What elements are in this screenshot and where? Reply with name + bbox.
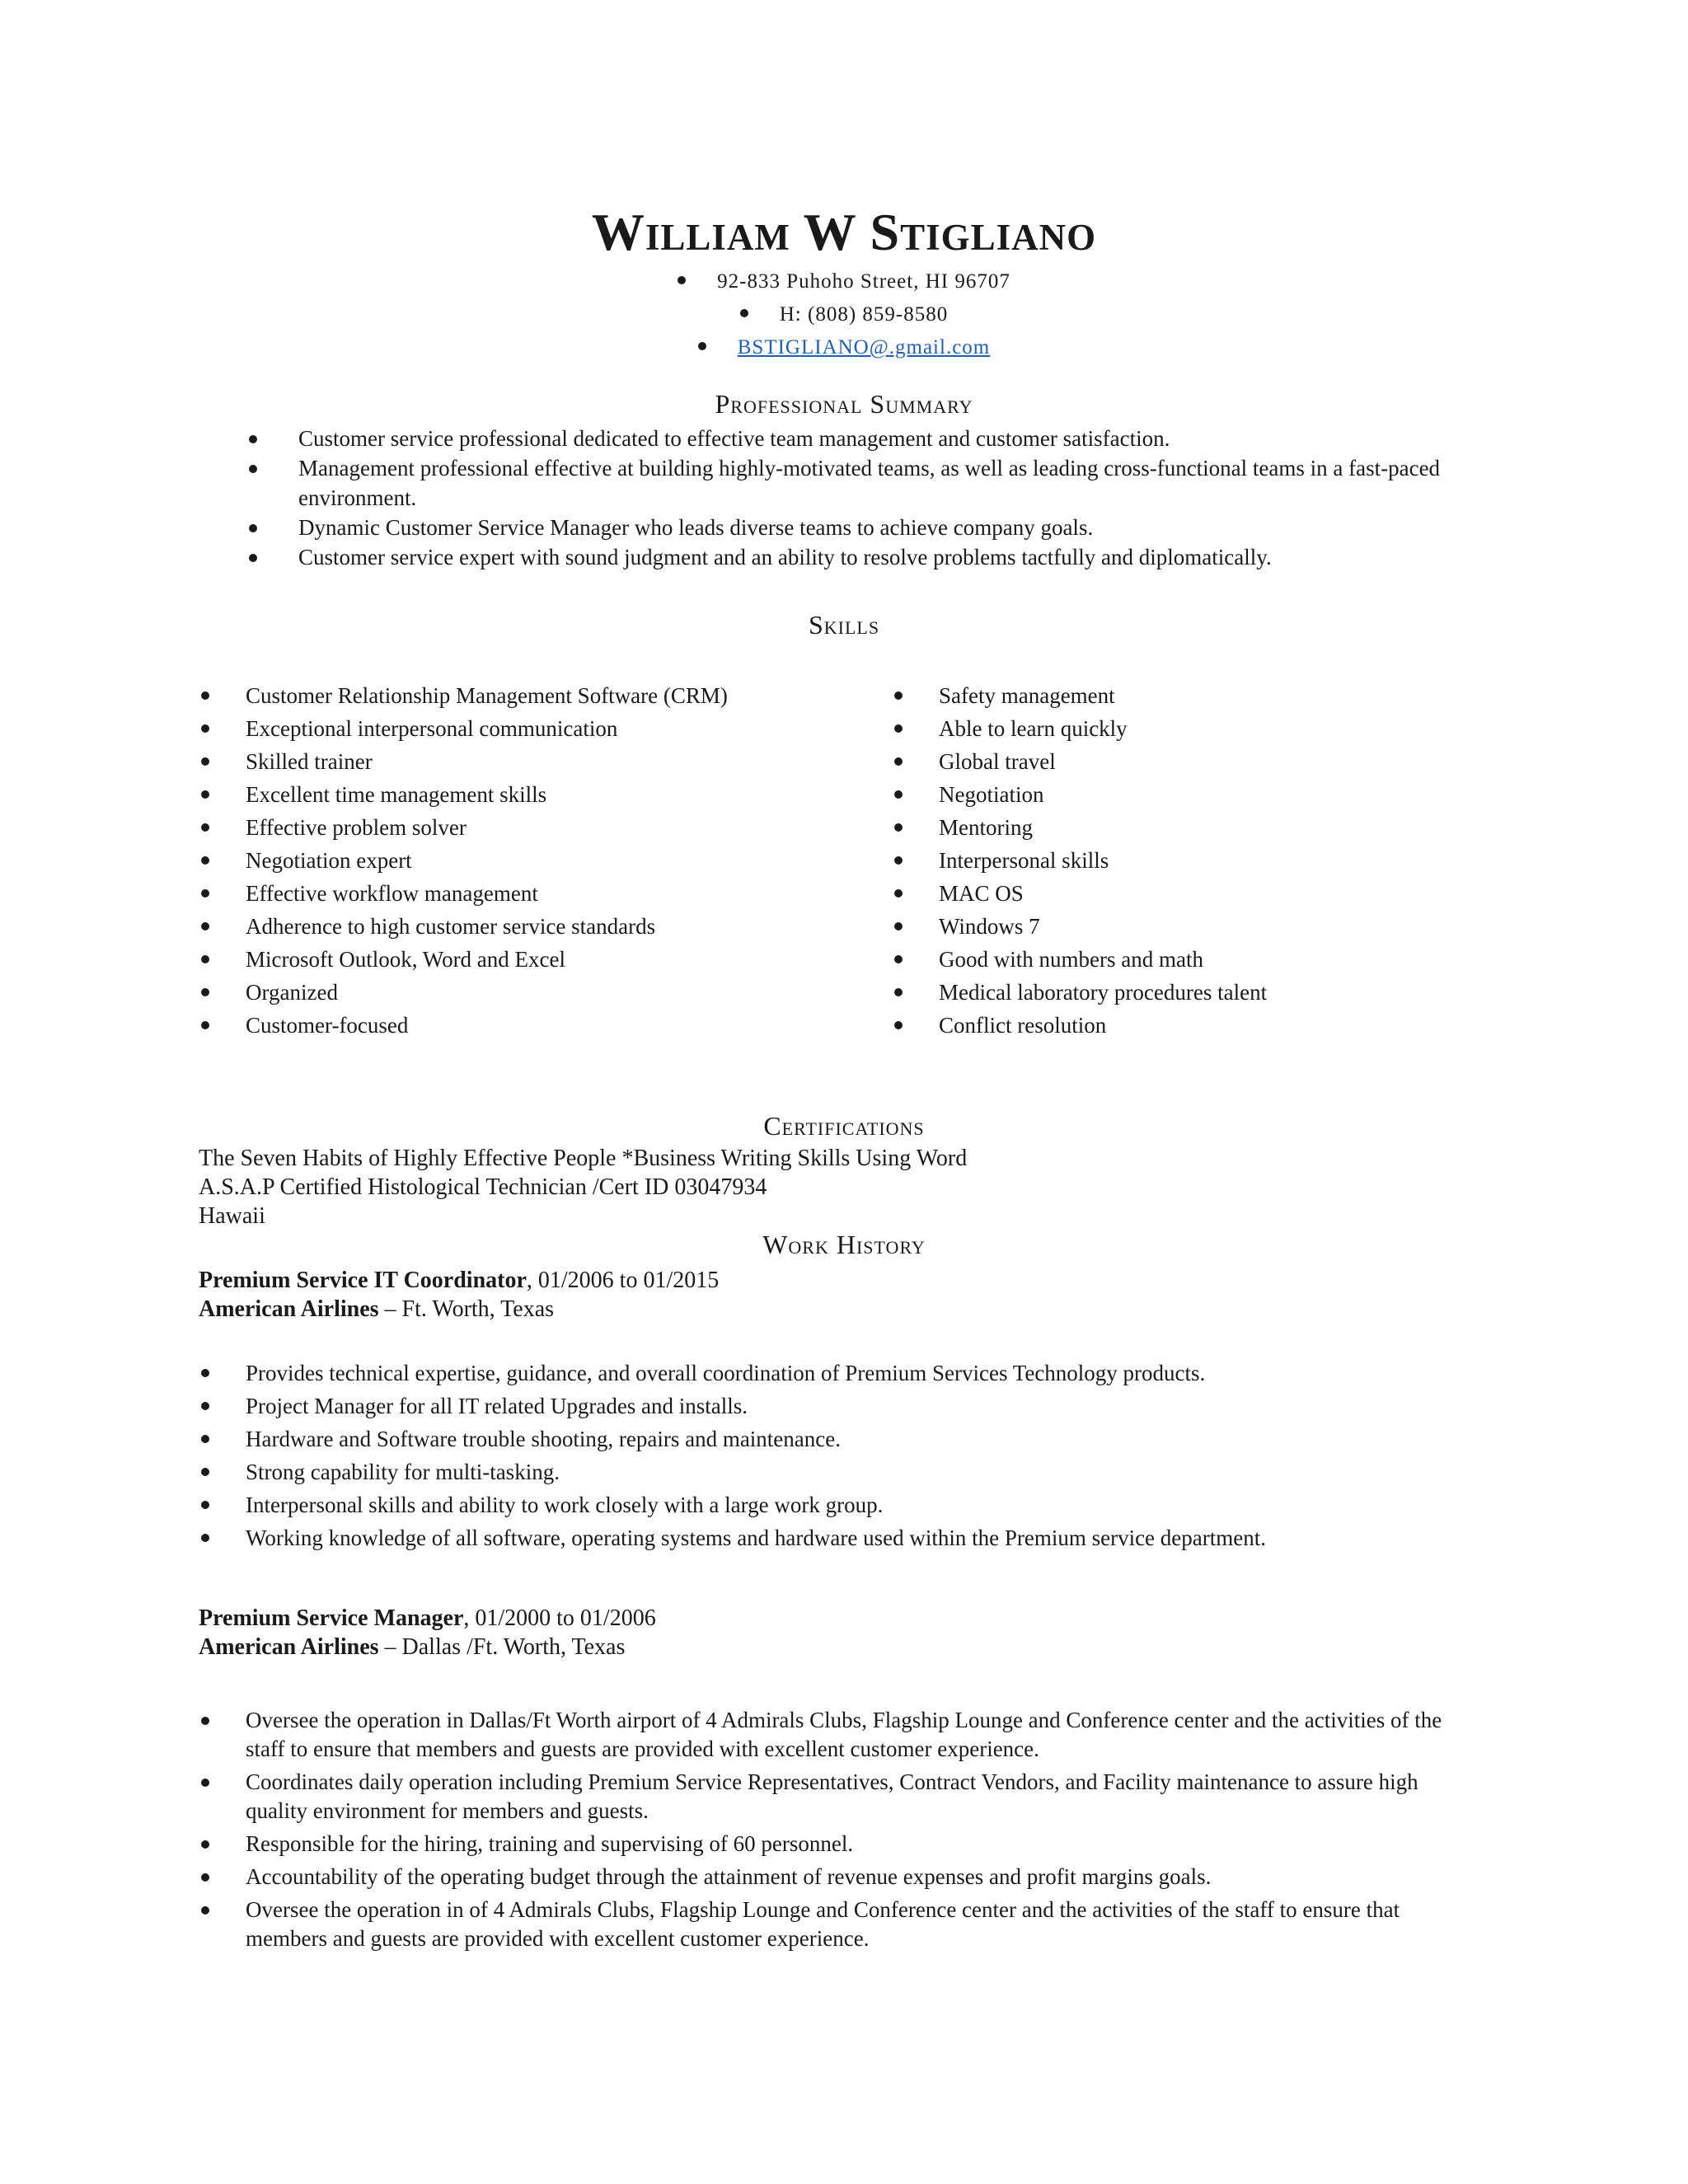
list-item: Skilled trainer bbox=[246, 745, 872, 778]
bullet-icon bbox=[201, 1402, 209, 1410]
list-item: Negotiation expert bbox=[246, 844, 872, 877]
bullet-icon bbox=[698, 342, 706, 350]
cert-line: The Seven Habits of Highly Effective People *Business Writing Skills Using Word bbox=[199, 1146, 968, 1171]
section-title-skills: Skills bbox=[808, 610, 880, 640]
summary-list bbox=[298, 424, 1469, 572]
list-item: Working knowledge of all software, operating systems and hardware used within the Premium service department. bbox=[246, 1521, 1482, 1554]
bullet-icon bbox=[201, 1840, 209, 1849]
bullet-icon bbox=[201, 757, 209, 766]
contact-phone: H: (808) 859-8580 bbox=[0, 298, 1688, 331]
list-item: Exceptional interpersonal communication bbox=[246, 712, 872, 745]
bullet-icon bbox=[201, 856, 209, 865]
job-position: Premium Service Manager bbox=[199, 1605, 464, 1631]
section-title-summary: Professional Summary bbox=[715, 389, 973, 419]
bullet-icon bbox=[894, 757, 903, 766]
list-item: Provides technical expertise, guidance, and overall coordination of Premium Services Technology products. bbox=[246, 1357, 1482, 1390]
bullet-icon bbox=[201, 1369, 209, 1377]
job-location: – Ft. Worth, Texas bbox=[378, 1296, 555, 1322]
list-item: Customer Relationship Management Software (CRM) bbox=[246, 679, 872, 712]
bullet-icon bbox=[678, 276, 686, 284]
list-item: Effective problem solver bbox=[246, 811, 872, 844]
list-item: Oversee the operation in of 4 Admirals Clubs, Flagship Lounge and Conference center and the activities of the staff to ensure that members and guests are provided with excellent customer experience. bbox=[246, 1896, 1465, 1953]
contact-address: 92-833 Puhoho Street, HI 96707 bbox=[0, 265, 1688, 298]
job-company: American Airlines bbox=[199, 1634, 379, 1660]
job-company: American Airlines bbox=[199, 1296, 379, 1322]
bullet-icon bbox=[249, 554, 257, 562]
list-item: Accountability of the operating budget through the attainment of revenue expenses and profit margins goals. bbox=[246, 1863, 1465, 1891]
section-title-work-history: Work History bbox=[762, 1230, 926, 1259]
bullet-icon bbox=[201, 1534, 209, 1542]
job-position: Premium Service IT Coordinator bbox=[199, 1268, 527, 1293]
list-item: Strong capability for multi-tasking. bbox=[246, 1455, 1482, 1488]
list-item: Effective workflow management bbox=[246, 877, 872, 910]
cert-line: Hawaii bbox=[199, 1203, 265, 1229]
list-item: Microsoft Outlook, Word and Excel bbox=[246, 943, 872, 976]
list-item: Negotiation bbox=[939, 778, 1433, 811]
bullet-icon bbox=[894, 691, 903, 700]
certifications-text bbox=[199, 1144, 967, 1230]
bullet-icon bbox=[894, 889, 903, 898]
bullet-icon bbox=[249, 435, 257, 443]
contact-info bbox=[0, 265, 1688, 364]
list-item: Interpersonal skills bbox=[939, 844, 1433, 877]
bullet-icon bbox=[201, 790, 209, 799]
list-item: Hardware and Software trouble shooting, repairs and maintenance. bbox=[246, 1422, 1482, 1455]
job-location: – Dallas /Ft. Worth, Texas bbox=[378, 1634, 626, 1660]
cert-line: A.S.A.P Certified Histological Technician /Cert ID 03047934 bbox=[199, 1174, 767, 1200]
bullet-icon bbox=[894, 1021, 903, 1029]
bullet-icon bbox=[740, 309, 748, 317]
job-dates: , 01/2000 to 01/2006 bbox=[463, 1605, 656, 1631]
bullet-icon bbox=[894, 724, 903, 733]
job-2-duties bbox=[246, 1706, 1465, 1957]
list-item: Mentoring bbox=[939, 811, 1433, 844]
list-item: Customer service expert with sound judgment and an ability to resolve problems tactfully and diplomatically. bbox=[298, 542, 1469, 572]
bullet-icon bbox=[201, 1468, 209, 1476]
skills-list-left bbox=[246, 679, 872, 1042]
email-link[interactable]: BSTIGLIANO@.gmail.com bbox=[737, 336, 991, 359]
list-item: Medical laboratory procedures talent bbox=[939, 976, 1433, 1009]
job-1-duties bbox=[246, 1357, 1482, 1554]
list-item: Safety management bbox=[939, 679, 1433, 712]
bullet-icon bbox=[201, 1873, 209, 1882]
list-item: Customer-focused bbox=[246, 1009, 872, 1042]
list-item: Dynamic Customer Service Manager who leads diverse teams to achieve company goals. bbox=[298, 513, 1469, 542]
list-item: Interpersonal skills and ability to work closely with a large work group. bbox=[246, 1488, 1482, 1521]
bullet-icon bbox=[201, 1435, 209, 1443]
bullet-icon bbox=[894, 856, 903, 865]
list-item: Adherence to high customer service standards bbox=[246, 910, 872, 943]
list-item: Excellent time management skills bbox=[246, 778, 872, 811]
bullet-icon bbox=[201, 955, 209, 963]
list-item: Coordinates daily operation including Premium Service Representatives, Contract Vendors, and Facility maintenance to assure high quality environment for members and guests. bbox=[246, 1768, 1465, 1825]
bullet-icon bbox=[201, 889, 209, 898]
list-item: Customer service professional dedicated to effective team management and customer satisfaction. bbox=[298, 424, 1469, 453]
list-item: Management professional effective at building highly-motivated teams, as well as leading cross-functional teams in a fast-paced environment. bbox=[298, 453, 1469, 513]
job-header-2 bbox=[199, 1604, 656, 1661]
candidate-name: William W Stigliano bbox=[591, 203, 1097, 261]
bullet-icon bbox=[894, 922, 903, 930]
bullet-icon bbox=[201, 823, 209, 832]
bullet-icon bbox=[201, 922, 209, 930]
job-header-1 bbox=[199, 1266, 719, 1324]
bullet-icon bbox=[894, 790, 903, 799]
bullet-icon bbox=[249, 524, 257, 532]
list-item: Able to learn quickly bbox=[939, 712, 1433, 745]
skills-list-right bbox=[939, 679, 1433, 1042]
bullet-icon bbox=[201, 1779, 209, 1787]
section-title-certifications: Certifications bbox=[763, 1111, 925, 1141]
list-item: MAC OS bbox=[939, 877, 1433, 910]
list-item: Responsible for the hiring, training and supervising of 60 personnel. bbox=[246, 1830, 1465, 1858]
bullet-icon bbox=[201, 691, 209, 700]
list-item: Windows 7 bbox=[939, 910, 1433, 943]
bullet-icon bbox=[201, 1717, 209, 1725]
bullet-icon bbox=[201, 1501, 209, 1509]
job-dates: , 01/2006 to 01/2015 bbox=[526, 1268, 720, 1293]
bullet-icon bbox=[894, 955, 903, 963]
bullet-icon bbox=[249, 465, 257, 473]
bullet-icon bbox=[201, 1021, 209, 1029]
bullet-icon bbox=[201, 988, 209, 996]
bullet-icon bbox=[894, 823, 903, 832]
contact-email bbox=[0, 331, 1688, 364]
list-item: Global travel bbox=[939, 745, 1433, 778]
bullet-icon bbox=[201, 724, 209, 733]
bullet-icon bbox=[201, 1906, 209, 1915]
list-item: Oversee the operation in Dallas/Ft Worth airport of 4 Admirals Clubs, Flagship Lounge and Conference center and the activities of the staff to ensure that members and guests are provided with excellent customer experience. bbox=[246, 1706, 1465, 1764]
list-item: Good with numbers and math bbox=[939, 943, 1433, 976]
bullet-icon bbox=[894, 988, 903, 996]
list-item: Organized bbox=[246, 976, 872, 1009]
list-item: Project Manager for all IT related Upgrades and installs. bbox=[246, 1390, 1482, 1422]
list-item: Conflict resolution bbox=[939, 1009, 1433, 1042]
